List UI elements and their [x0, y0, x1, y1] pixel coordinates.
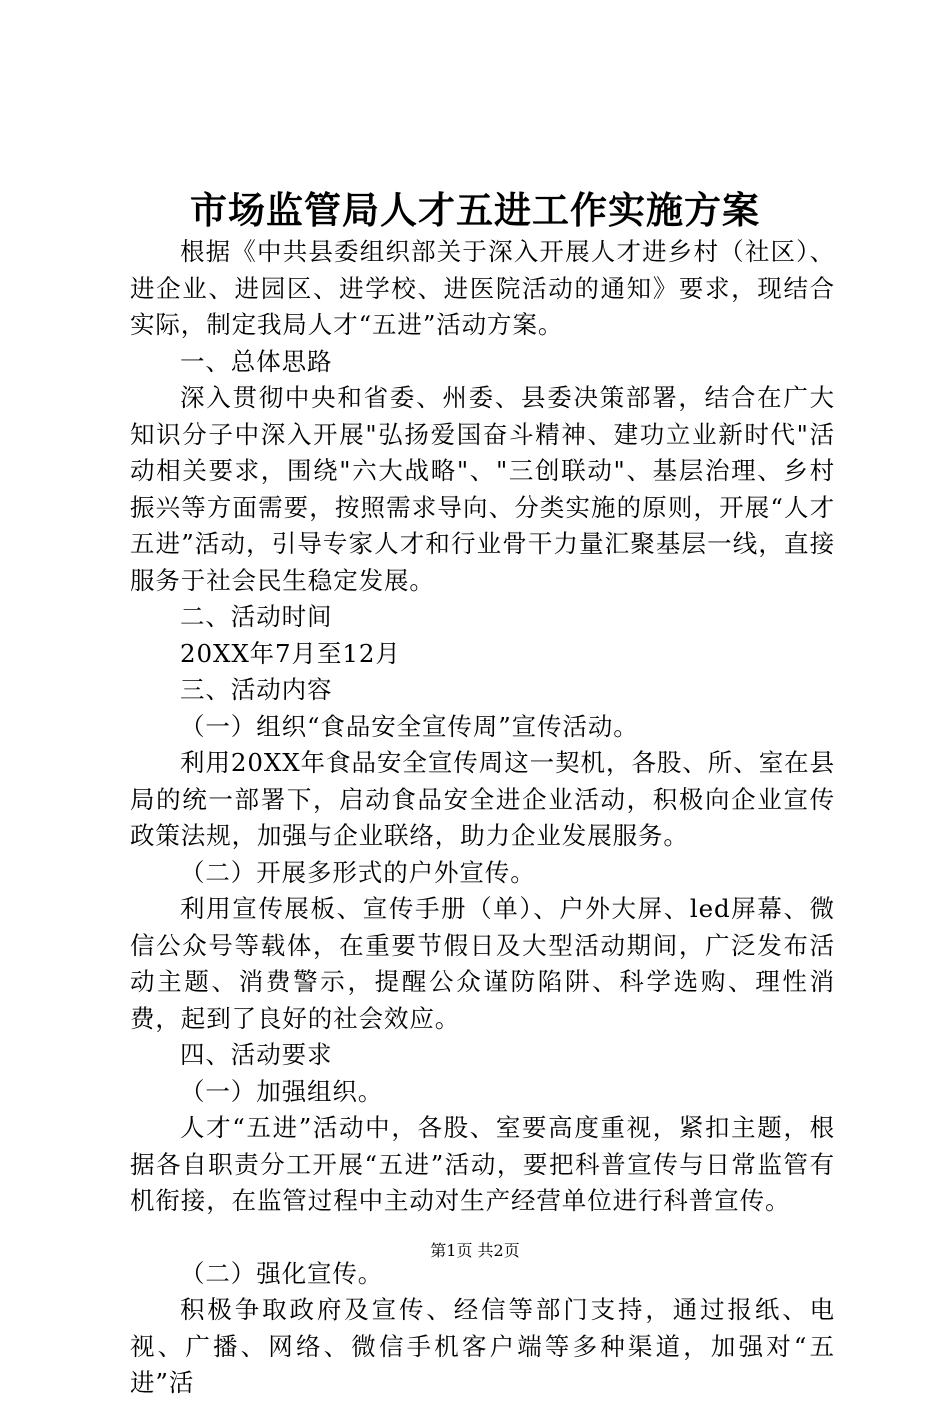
subheading-3-1: （一）组织“食品安全宣传周”宣传活动。 — [180, 711, 639, 741]
paragraph-overview: 深入贯彻中央和省委、州委、县委决策部署，结合在广大知识分子中深入开展"弘扬爱国奋斗精神、建功立业新时代"活动相关要求，围绕"六大战略"、"三创联动"、基层治理、乡村振兴等方面需要，按照需求导向、分类实施的原则，开展“人才五进”活动，引导专家人才和行业骨干力量汇聚基层一线，直接服务于社会民生稳定发展。 — [130, 383, 835, 595]
subheading-4-2: （二）强化宣传。 — [180, 1258, 384, 1288]
subheading-3-2: （二）开展多形式的户外宣传。 — [180, 857, 536, 887]
document-body — [130, 234, 835, 1402]
paragraph-4-1: 人才“五进”活动中，各股、室要高度重视，紧扣主题，根据各自职责分工开展“五进”活动，要把科普宣传与日常监管有机衔接，在监管过程中主动对生产经营单位进行科普宣传。 — [130, 1113, 835, 1215]
section-heading-3: 三、活动内容 — [180, 675, 333, 704]
section-heading-2: 二、活动时间 — [180, 602, 333, 631]
document-title: 市场监管局人才五进工作实施方案 — [190, 188, 760, 232]
paragraph-3-2: 利用宣传展板、宣传手册（单）、户外大屏、led屏幕、微信公众号等载体，在重要节假日及大型活动期间，广泛发布活动主题、消费警示，提醒公众谨防陷阱、科学选购、理性消费，起到了良好的社会效应。 — [130, 894, 835, 1033]
paragraph-intro: 根据《中共县委组织部关于深入开展人才进乡村（社区）、进企业、进园区、进学校、进医院活动的通知》要求，现结合实际，制定我局人才“五进”活动方案。 — [130, 237, 835, 339]
subheading-4-1: （一）加强组织。 — [180, 1076, 384, 1106]
paragraph-3-1: 利用20XX年食品安全宣传周这一契机，各股、所、室在县局的统一部署下，启动食品安全进企业活动，积极向企业宣传政策法规，加强与企业联络，助力企业发展服务。 — [130, 748, 835, 850]
page-footer: 第1页 共2页 — [430, 1241, 520, 1260]
section-heading-4: 四、活动要求 — [180, 1040, 333, 1069]
section-heading-1: 一、总体思路 — [180, 346, 333, 376]
paragraph-activity-time: 20XX年7月至12月 — [180, 638, 401, 668]
paragraph-4-2: 积极争取政府及宣传、经信等部门支持，通过报纸、电视、广播、网络、微信手机客户端等多种渠道，加强对“五进”活 — [130, 1295, 835, 1397]
